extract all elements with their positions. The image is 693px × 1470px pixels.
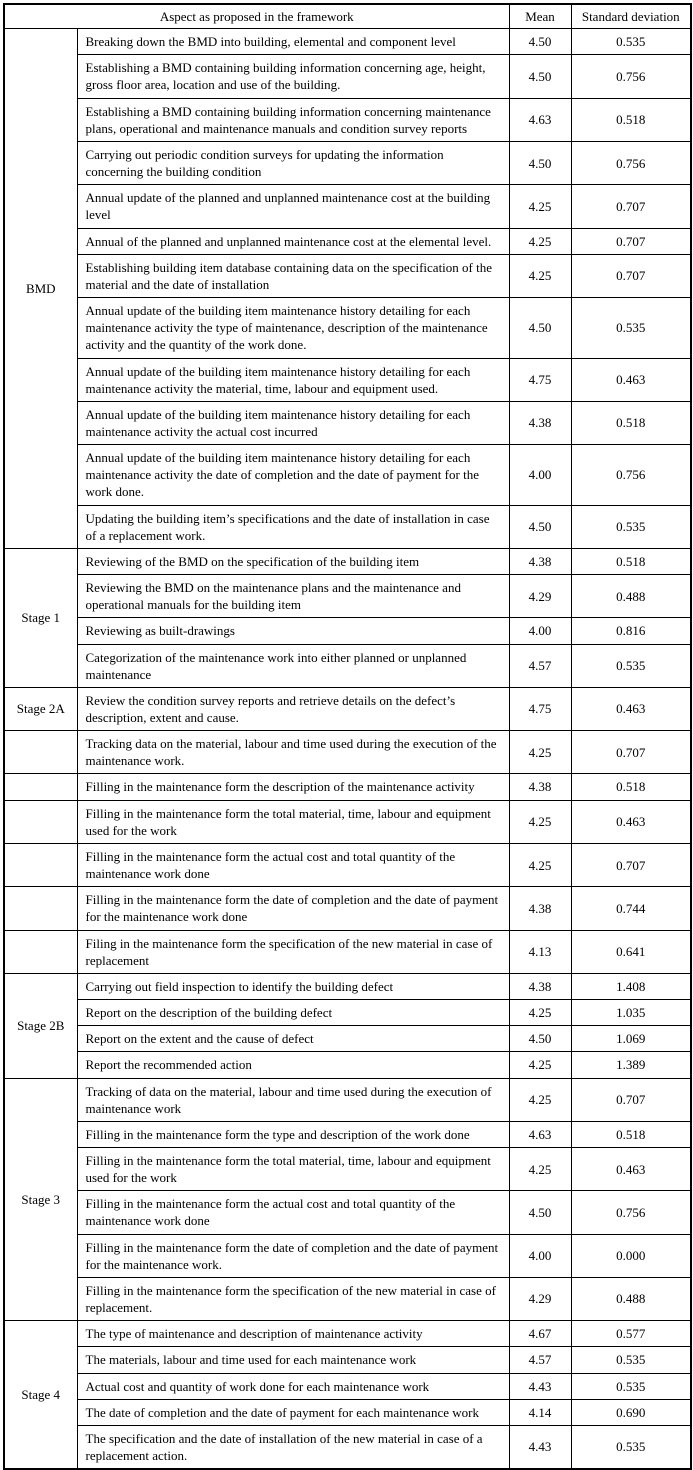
table-row: [4, 930, 691, 973]
std-cell: 0.535: [571, 298, 691, 358]
group-label-cell: [4, 930, 77, 973]
mean-cell: 4.50: [509, 298, 571, 358]
aspect-cell: The materials, labour and time used for each maintenance work: [77, 1347, 509, 1373]
mean-cell: 4.25: [509, 1052, 571, 1078]
header-mean: Mean: [509, 4, 571, 29]
std-cell: 0.463: [571, 1147, 691, 1190]
mean-cell: 4.25: [509, 1000, 571, 1026]
table-row: [4, 1147, 691, 1190]
mean-cell: 4.50: [509, 1026, 571, 1052]
header-aspect: Aspect as proposed in the framework: [4, 4, 509, 29]
aspect-cell: Tracking of data on the material, labour and time used during the execution of maintenance work: [77, 1078, 509, 1121]
group-label-cell: [4, 843, 77, 886]
std-cell: 1.389: [571, 1052, 691, 1078]
mean-cell: 4.25: [509, 1147, 571, 1190]
mean-cell: 4.00: [509, 618, 571, 644]
std-cell: 0.707: [571, 228, 691, 254]
mean-cell: 4.25: [509, 800, 571, 843]
mean-cell: 4.67: [509, 1321, 571, 1347]
group-label-cell: [4, 774, 77, 800]
table-row: [4, 254, 691, 297]
std-cell: 0.000: [571, 1234, 691, 1277]
aspect-cell: Report the recommended action: [77, 1052, 509, 1078]
std-cell: 0.707: [571, 1078, 691, 1121]
mean-cell: 4.25: [509, 228, 571, 254]
aspect-cell: Filling in the maintenance form the actual cost and total quantity of the maintenance work done: [77, 1191, 509, 1234]
aspect-cell: Annual update of the building item maintenance history detailing for each maintenance activity the actual cost incurred: [77, 401, 509, 444]
table-body: [4, 29, 691, 1470]
aspect-cell: Reviewing as built-drawings: [77, 618, 509, 644]
std-cell: 0.518: [571, 98, 691, 141]
mean-cell: 4.00: [509, 445, 571, 505]
table-row: [4, 141, 691, 184]
table-row: [4, 731, 691, 774]
std-cell: 0.463: [571, 687, 691, 730]
aspect-cell: Breaking down the BMD into building, elemental and component level: [77, 29, 509, 55]
std-cell: 0.641: [571, 930, 691, 973]
table-row: [4, 548, 691, 574]
aspect-cell: The date of completion and the date of payment for each maintenance work: [77, 1399, 509, 1425]
std-cell: 0.816: [571, 618, 691, 644]
aspect-cell: Establishing a BMD containing building information concerning age, height, gross floor area, location and use of the building.: [77, 55, 509, 98]
std-cell: 0.488: [571, 575, 691, 618]
table-row: [4, 98, 691, 141]
table-row: [4, 774, 691, 800]
aspect-cell: The type of maintenance and description of maintenance activity: [77, 1321, 509, 1347]
group-label-cell: Stage 4: [4, 1321, 77, 1469]
aspect-cell: Review the condition survey reports and retrieve details on the defect’s description, extent and cause.: [77, 687, 509, 730]
mean-cell: 4.43: [509, 1425, 571, 1469]
aspect-cell: Carrying out field inspection to identify the building defect: [77, 973, 509, 999]
aspect-cell: Filing in the maintenance form the specification of the new material in case of replacement: [77, 930, 509, 973]
table-row: [4, 973, 691, 999]
std-cell: 0.463: [571, 358, 691, 401]
std-cell: 0.535: [571, 29, 691, 55]
aspect-cell: Annual update of the planned and unplanned maintenance cost at the building level: [77, 185, 509, 228]
table-row: [4, 505, 691, 548]
aspect-cell: Report on the extent and the cause of defect: [77, 1026, 509, 1052]
group-label-cell: Stage 1: [4, 548, 77, 687]
std-cell: 0.535: [571, 644, 691, 687]
mean-cell: 4.14: [509, 1399, 571, 1425]
mean-cell: 4.25: [509, 843, 571, 886]
group-label-cell: Stage 3: [4, 1078, 77, 1321]
std-cell: 0.756: [571, 141, 691, 184]
std-cell: 0.463: [571, 800, 691, 843]
table-row: [4, 618, 691, 644]
std-cell: 0.518: [571, 548, 691, 574]
table-row: [4, 1026, 691, 1052]
std-cell: 0.518: [571, 774, 691, 800]
std-cell: 0.518: [571, 401, 691, 444]
table-row: [4, 1321, 691, 1347]
header-row: [4, 4, 691, 29]
mean-cell: 4.50: [509, 1191, 571, 1234]
table-row: [4, 445, 691, 505]
aspect-cell: Report on the description of the building defect: [77, 1000, 509, 1026]
std-cell: 0.535: [571, 1373, 691, 1399]
std-cell: 0.535: [571, 1347, 691, 1373]
mean-cell: 4.38: [509, 887, 571, 930]
group-label-cell: Stage 2B: [4, 973, 77, 1078]
table-row: [4, 1000, 691, 1026]
mean-cell: 4.29: [509, 1277, 571, 1320]
table-row: [4, 228, 691, 254]
mean-cell: 4.63: [509, 98, 571, 141]
aspect-cell: Updating the building item’s specifications and the date of installation in case of a replacement work.: [77, 505, 509, 548]
aspect-cell: Categorization of the maintenance work into either planned or unplanned maintenance: [77, 644, 509, 687]
std-cell: 0.756: [571, 445, 691, 505]
aspect-cell: Annual of the planned and unplanned maintenance cost at the elemental level.: [77, 228, 509, 254]
aspect-cell: Filling in the maintenance form the total material, time, labour and equipment used for the work: [77, 1147, 509, 1190]
table-row: [4, 1191, 691, 1234]
std-cell: 0.707: [571, 185, 691, 228]
mean-cell: 4.63: [509, 1121, 571, 1147]
mean-cell: 4.13: [509, 930, 571, 973]
aspect-cell: Filling in the maintenance form the total material, time, labour and equipment used for the work: [77, 800, 509, 843]
table-row: [4, 575, 691, 618]
aspect-cell: Actual cost and quantity of work done for each maintenance work: [77, 1373, 509, 1399]
mean-cell: 4.38: [509, 774, 571, 800]
aspect-cell: Annual update of the building item maintenance history detailing for each maintenance activity the type of maintenance, description of the maintenance activity and the quantity of the work done.: [77, 298, 509, 358]
mean-cell: 4.43: [509, 1373, 571, 1399]
mean-cell: 4.50: [509, 505, 571, 548]
aspect-cell: Carrying out periodic condition surveys for updating the information concerning the building condition: [77, 141, 509, 184]
table-row: [4, 1121, 691, 1147]
table-row: [4, 887, 691, 930]
aspect-cell: Filling in the maintenance form the date of completion and the date of payment for the maintenance work done: [77, 887, 509, 930]
mean-cell: 4.25: [509, 731, 571, 774]
mean-cell: 4.50: [509, 55, 571, 98]
aspect-cell: Reviewing of the BMD on the specification of the building item: [77, 548, 509, 574]
std-cell: 1.069: [571, 1026, 691, 1052]
table-row: [4, 185, 691, 228]
std-cell: 0.707: [571, 843, 691, 886]
std-cell: 0.756: [571, 55, 691, 98]
table-row: [4, 1373, 691, 1399]
mean-cell: 4.50: [509, 141, 571, 184]
table-row: [4, 687, 691, 730]
mean-cell: 4.38: [509, 401, 571, 444]
std-cell: 1.035: [571, 1000, 691, 1026]
group-label-cell: Stage 2A: [4, 687, 77, 730]
std-cell: 0.488: [571, 1277, 691, 1320]
std-cell: 0.535: [571, 505, 691, 548]
group-label-cell: [4, 800, 77, 843]
aspect-cell: Filling in the maintenance form the date of completion and the date of payment for the maintenance work.: [77, 1234, 509, 1277]
std-cell: 0.756: [571, 1191, 691, 1234]
table-row: [4, 55, 691, 98]
aspect-cell: Tracking data on the material, labour and time used during the execution of the maintenance work.: [77, 731, 509, 774]
mean-cell: 4.38: [509, 973, 571, 999]
mean-cell: 4.29: [509, 575, 571, 618]
aspect-cell: Filling in the maintenance form the specification of the new material in case of replacement.: [77, 1277, 509, 1320]
framework-aspects-table: [3, 3, 692, 1470]
table-row: [4, 1399, 691, 1425]
aspect-cell: Filling in the maintenance form the type and description of the work done: [77, 1121, 509, 1147]
mean-cell: 4.38: [509, 548, 571, 574]
std-cell: 0.707: [571, 731, 691, 774]
group-label-cell: BMD: [4, 29, 77, 549]
table-row: [4, 1078, 691, 1121]
table-row: [4, 1425, 691, 1469]
std-cell: 0.690: [571, 1399, 691, 1425]
table-row: [4, 1347, 691, 1373]
mean-cell: 4.57: [509, 644, 571, 687]
aspect-cell: Annual update of the building item maintenance history detailing for each maintenance activity the date of completion and the date of payment for the work done.: [77, 445, 509, 505]
mean-cell: 4.57: [509, 1347, 571, 1373]
table-row: [4, 29, 691, 55]
aspect-cell: Filling in the maintenance form the actual cost and total quantity of the maintenance work done: [77, 843, 509, 886]
std-cell: 0.518: [571, 1121, 691, 1147]
mean-cell: 4.50: [509, 29, 571, 55]
mean-cell: 4.75: [509, 358, 571, 401]
mean-cell: 4.25: [509, 254, 571, 297]
table-row: [4, 298, 691, 358]
table-row: [4, 1052, 691, 1078]
mean-cell: 4.75: [509, 687, 571, 730]
std-cell: 0.707: [571, 254, 691, 297]
table-row: [4, 358, 691, 401]
table-row: [4, 644, 691, 687]
std-cell: 0.535: [571, 1425, 691, 1469]
aspect-cell: Filling in the maintenance form the description of the maintenance activity: [77, 774, 509, 800]
table-row: [4, 1234, 691, 1277]
std-cell: 0.744: [571, 887, 691, 930]
aspect-cell: Annual update of the building item maintenance history detailing for each maintenance activity the material, time, labour and equipment used.: [77, 358, 509, 401]
aspect-cell: Establishing building item database containing data on the specification of the material and the date of installation: [77, 254, 509, 297]
table-row: [4, 1277, 691, 1320]
table-row: [4, 843, 691, 886]
table-row: [4, 401, 691, 444]
std-cell: 1.408: [571, 973, 691, 999]
aspect-cell: The specification and the date of installation of the new material in case of a replacement action.: [77, 1425, 509, 1469]
aspect-cell: Reviewing the BMD on the maintenance plans and the maintenance and operational manuals for the building item: [77, 575, 509, 618]
aspect-cell: Establishing a BMD containing building information concerning maintenance plans, operational and maintenance manuals and condition survey reports: [77, 98, 509, 141]
table-row: [4, 800, 691, 843]
mean-cell: 4.00: [509, 1234, 571, 1277]
header-std: Standard deviation: [571, 4, 691, 29]
group-label-cell: [4, 887, 77, 930]
mean-cell: 4.25: [509, 1078, 571, 1121]
std-cell: 0.577: [571, 1321, 691, 1347]
group-label-cell: [4, 731, 77, 774]
mean-cell: 4.25: [509, 185, 571, 228]
